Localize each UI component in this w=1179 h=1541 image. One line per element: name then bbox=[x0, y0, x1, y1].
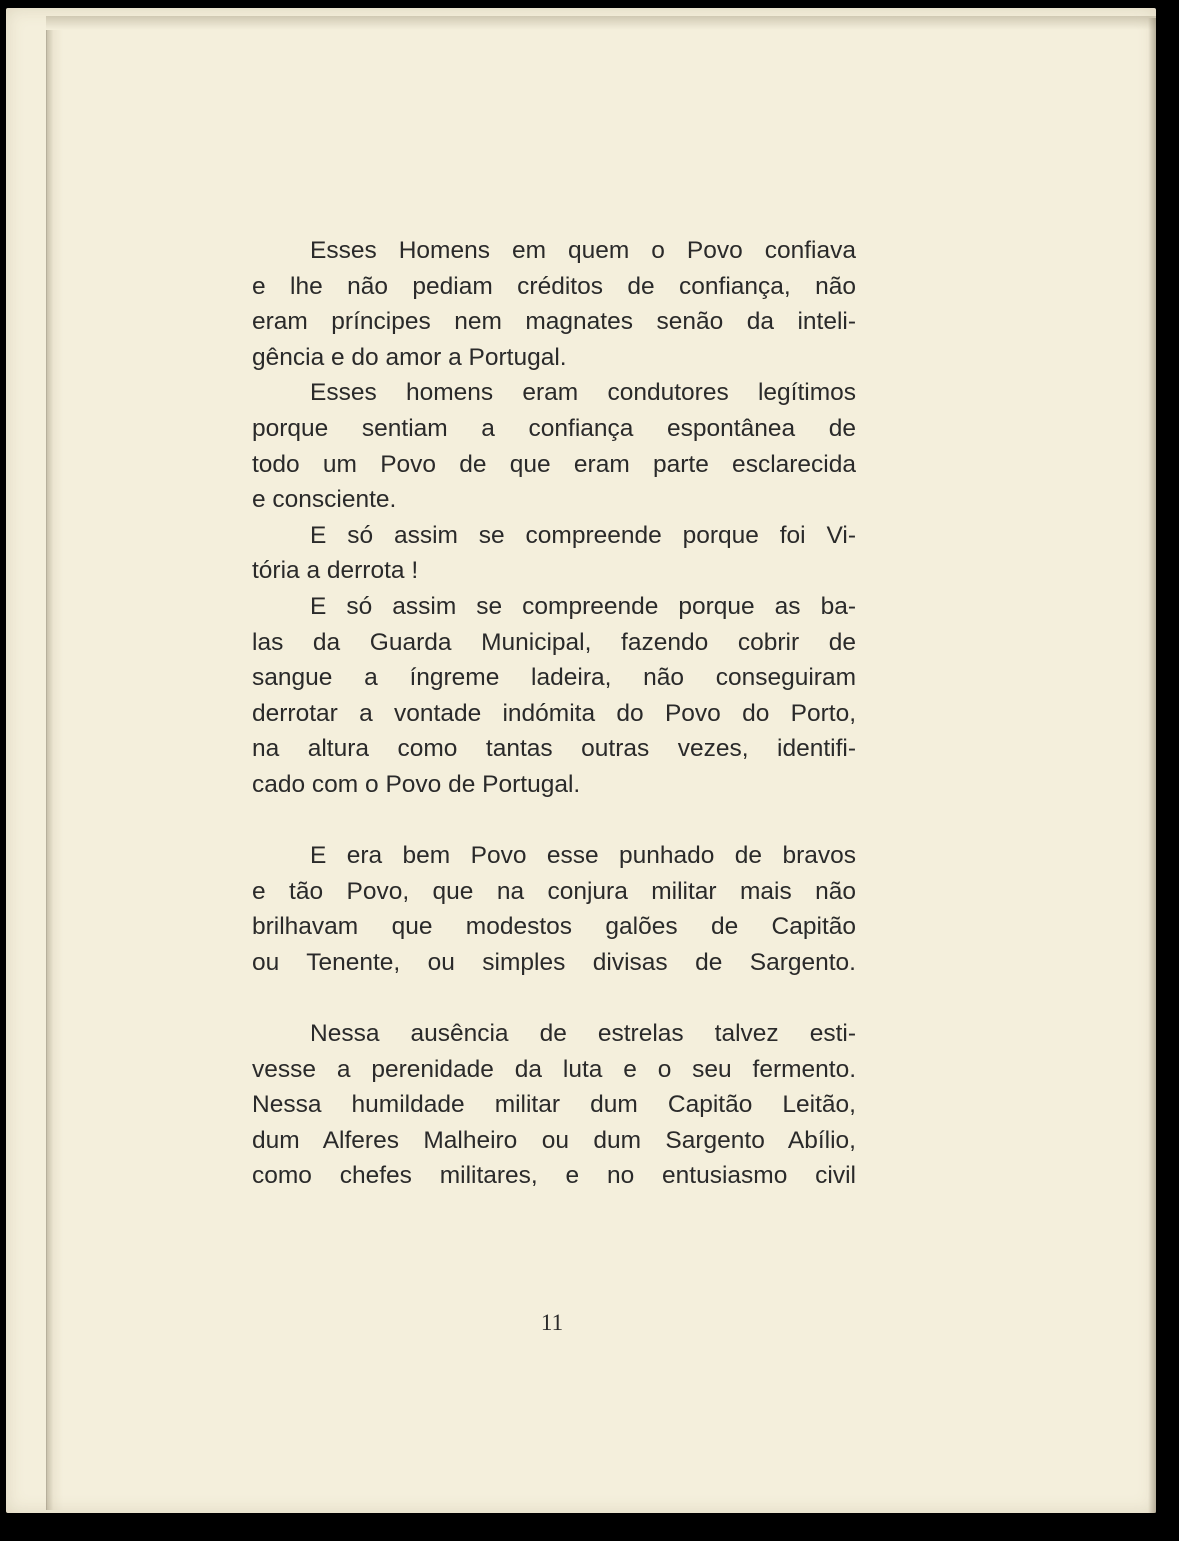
text-line: na altura como tantas outras vezes, identifi- bbox=[252, 735, 856, 763]
text-line: e lhe não pediam créditos de confiança, não bbox=[252, 272, 856, 300]
text-line: E era bem Povo esse punhado de bravos bbox=[310, 842, 856, 870]
text-line: tória a derrota ! bbox=[252, 557, 419, 585]
text-line: Nessa ausência de estrelas talvez esti- bbox=[310, 1020, 856, 1048]
text-line: ou Tenente, ou simples divisas de Sargento. bbox=[252, 948, 856, 976]
page-number: 11 bbox=[540, 1310, 564, 1335]
text-line: Esses homens eram condutores legítimos bbox=[310, 379, 856, 407]
text-line: e consciente. bbox=[252, 486, 397, 514]
text-line: derrotar a vontade indómita do Povo do Porto, bbox=[252, 699, 856, 727]
text-line: cado com o Povo de Portugal. bbox=[252, 770, 581, 798]
text-line: brilhavam que modestos galões de Capitão bbox=[252, 913, 856, 941]
text-line: Esses Homens em quem o Povo confiava bbox=[310, 237, 856, 264]
text-line: como chefes militares, e no entusiasmo civil bbox=[252, 1162, 856, 1190]
page-top-edge bbox=[46, 16, 1156, 30]
paper-sheet bbox=[6, 8, 1156, 1513]
text-line: dum Alferes Malheiro ou dum Sargento Abílio, bbox=[252, 1126, 856, 1154]
book-spine-shadow bbox=[46, 30, 63, 1510]
page-right-edge bbox=[1148, 18, 1156, 1513]
paragraph-gap bbox=[252, 803, 856, 839]
text-line: Nessa humildade militar dum Capitão Leitão, bbox=[252, 1091, 856, 1119]
text-line: gência e do amor a Portugal. bbox=[252, 343, 567, 371]
paragraph-gap bbox=[252, 980, 856, 1016]
text-line: E só assim se compreende porque as ba- bbox=[310, 592, 856, 620]
text-line: eram príncipes nem magnates senão da inteli- bbox=[252, 308, 856, 336]
text-line: vesse a perenidade da luta e o seu fermento. bbox=[252, 1055, 856, 1083]
text-line: porque sentiam a confiança espontânea de bbox=[252, 414, 856, 442]
text-line: E só assim se compreende porque foi Vi- bbox=[310, 521, 856, 549]
body-text bbox=[252, 233, 856, 1194]
text-line: todo um Povo de que eram parte esclarecida bbox=[252, 450, 856, 478]
text-line: las da Guarda Municipal, fazendo cobrir de bbox=[252, 628, 856, 656]
text-line: sangue a íngreme ladeira, não conseguiram bbox=[252, 664, 856, 692]
text-line: e tão Povo, que na conjura militar mais não bbox=[252, 877, 856, 905]
